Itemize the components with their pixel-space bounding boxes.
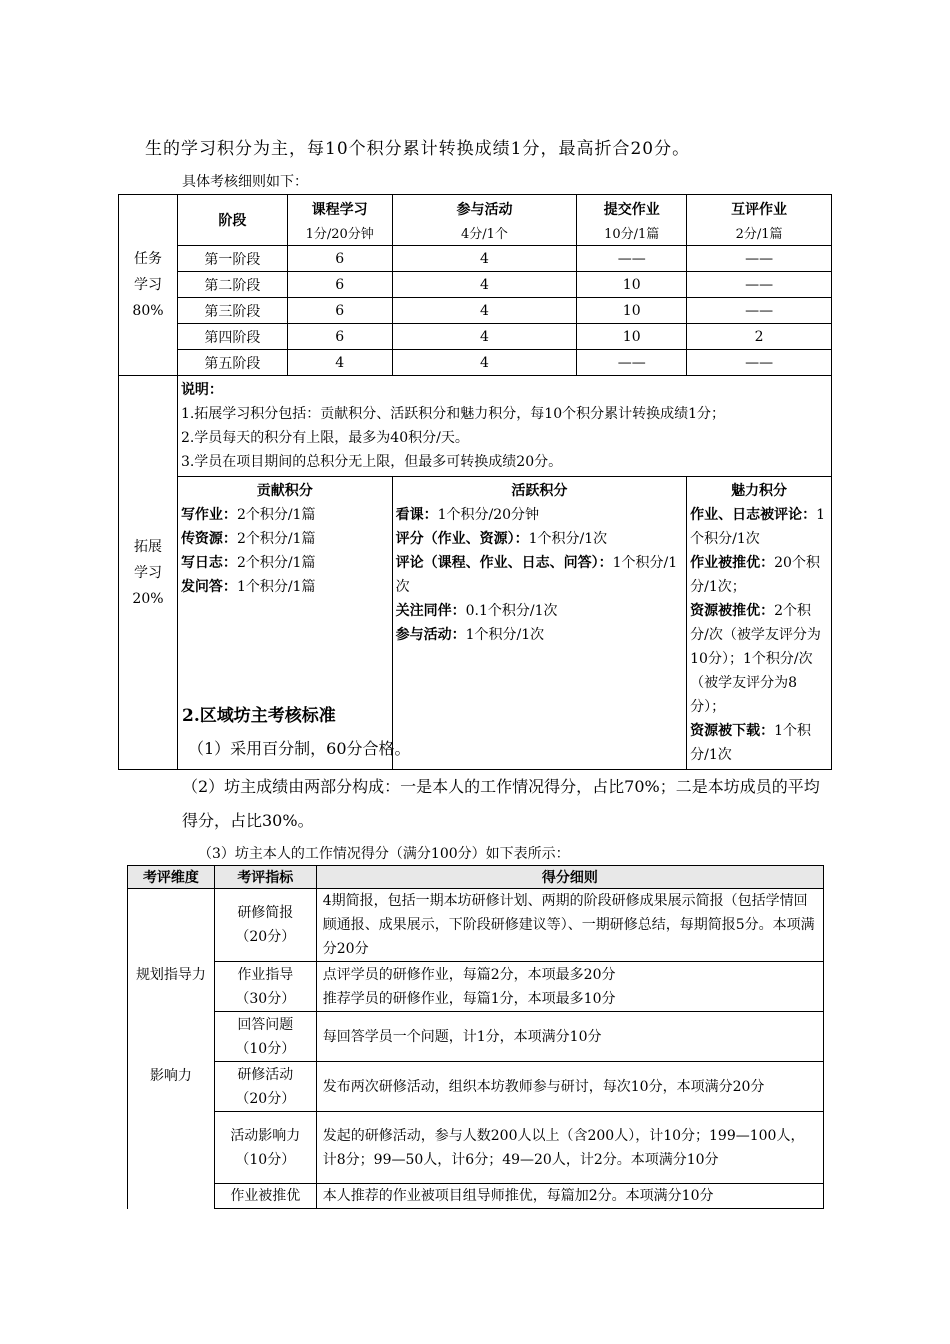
detail-caption: 具体考核细则如下：: [182, 174, 308, 190]
dimension-planning: 规划指导力: [128, 889, 215, 1062]
item-3: （3）坊主本人的工作情况得分（满分100分）如下表所示：: [198, 846, 570, 862]
indicator: 作业被推优: [214, 1184, 316, 1209]
header-stage: 阶段: [177, 195, 287, 246]
stage-row: 第二阶段 6 4 10 ——: [119, 272, 832, 298]
indicator: 作业指导 （30分）: [214, 962, 316, 1012]
indicator: 研修活动 （20分）: [214, 1062, 316, 1112]
header-dimension: 考评维度: [128, 866, 215, 889]
dimension-influence: 影响力: [128, 1062, 215, 1209]
stage-row: 第一阶段 6 4 —— ——: [119, 246, 832, 272]
item-1: （1）采用百分制，60分合格。: [188, 739, 411, 758]
header-homework: 提交作业 10分/1篇: [577, 195, 687, 246]
stage-row: 第三阶段 6 4 10 ——: [119, 298, 832, 324]
extended-learning-label: 拓展 学习 20%: [119, 376, 178, 770]
header-detail: 得分细则: [316, 866, 823, 889]
detail: 每回答学员一个问题，计1分，本项满分10分: [316, 1012, 823, 1062]
indicator: 回答问题 （10分）: [214, 1012, 316, 1062]
task-learning-label: 任务 学习 80%: [119, 195, 178, 376]
header-course: 课程学习 1分/20分钟: [287, 195, 392, 246]
charm-points: 魅力积分 作业、日志被评论：1个积分/1次 作业被推优：20个积分/1次； 资源被推优：2个积分/次（被学友评分为10分）；1个积分/次（被学友评分为8分）； 资源被下载：1个积分/1次: [687, 477, 832, 770]
header-indicator: 考评指标: [214, 866, 316, 889]
header-peer-review: 互评作业 2分/1篇: [687, 195, 832, 246]
stage-row: 第四阶段 6 4 10 2: [119, 324, 832, 350]
notes-cell: 说明： 1.拓展学习积分包括：贡献积分、活跃积分和魅力积分，每10个积分累计转换成绩1分； 2.学员每天的积分有上限，最多为40积分/天。 3.学员在项目期间的总积分无上限，但最多可转换成绩20分。: [177, 376, 831, 477]
detail: 发布两次研修活动，组织本坊教师参与研讨，每次10分，本项满分20分: [316, 1062, 823, 1112]
intro-paragraph: 生的学习积分为主，每10个积分累计转换成绩1分，最高折合20分。: [145, 139, 691, 159]
leader-score-table: [127, 865, 824, 1209]
detail: 发起的研修活动，参与人数200人以上（含200人），计10分；199—100人，计8分；99—50人，计6分；49—20人，计2分。本项满分10分: [316, 1112, 823, 1184]
header-activity: 参与活动 4分/1个: [392, 195, 577, 246]
detail: 本人推荐的作业被项目组导师推优，每篇加2分。本项满分10分: [316, 1184, 823, 1209]
active-points: 活跃积分 看课：1个积分/20分钟 评分（作业、资源）：1个积分/1次 评论（课程、作业、日志、问答）：1个积分/1次 关注同伴：0.1个积分/1次 参与活动：1个积分/1次: [392, 477, 687, 770]
indicator: 活动影响力 （10分）: [214, 1112, 316, 1184]
task-score-table: [118, 194, 832, 770]
section-2-title: 2.区域坊主考核标准: [182, 706, 336, 726]
stage-row: 第五阶段 4 4 —— ——: [119, 350, 832, 376]
contribution-points: 贡献积分 写作业：2个积分/1篇 传资源：2个积分/1篇 写日志：2个积分/1篇 发问答：1个积分/1篇: [177, 477, 392, 770]
item-2: （2）坊主成绩由两部分构成：一是本人的工作情况得分，占比70%；二是本坊成员的平均得分，占比30%。: [182, 777, 820, 830]
detail: 4期简报，包括一期本坊研修计划、两期的阶段研修成果展示简报（包括学情回顾通报、成果展示，下阶段研修建议等）、一期研修总结，每期简报5分。本项满分20分: [316, 889, 823, 962]
indicator: 研修简报 （20分）: [214, 889, 316, 962]
detail: 点评学员的研修作业，每篇2分，本项最多20分 推荐学员的研修作业，每篇1分，本项最多10分: [316, 962, 823, 1012]
